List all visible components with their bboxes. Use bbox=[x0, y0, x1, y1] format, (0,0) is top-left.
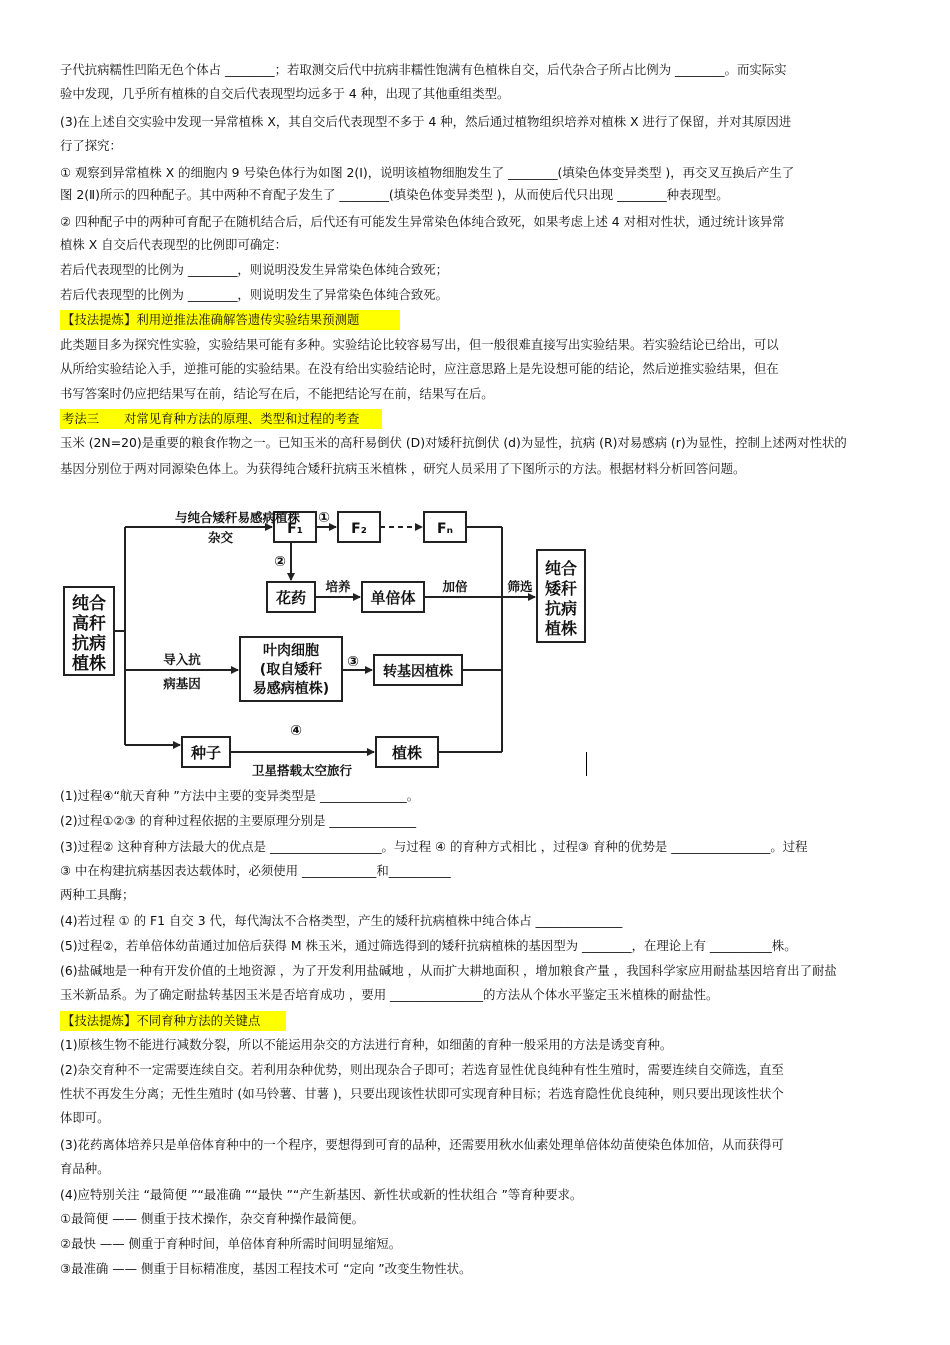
result-label-3: 抗病 bbox=[544, 599, 578, 618]
haploid-label: 单倍体 bbox=[370, 589, 416, 607]
start-label-4: 植株 bbox=[72, 654, 106, 674]
text-line: (2)杂交育种不一定需要连续自交。若利用杂种优势，则出现杂合子即可；若选育显性优良纯种有性生殖时，需要连续自交筛选，直至 bbox=[60, 1062, 784, 1077]
circle-3: ③ bbox=[347, 654, 359, 670]
seed-label: 种子 bbox=[190, 744, 222, 762]
space-label: 卫星搭载太空旅行 bbox=[251, 763, 353, 778]
text-line: ①最简便 —— 侧重于技术操作，杂交育种操作最简便。 bbox=[60, 1211, 364, 1226]
text-line: ② 四种配子中的两种可育配子在随机结合后，后代还有可能发生异常染色体纯合致死，如果考虑上述 4 对相对性状，通过统计该异常 bbox=[60, 214, 785, 229]
text-line: ① 观察到异常植株 X 的细胞内 9 号染色体行为如图 2(Ⅰ)，说明该植物细胞发生了 ________(填染色体变异类型 )，再交叉互换后产生了 bbox=[60, 165, 795, 180]
cross-label: 与纯合矮秆易感病植株 bbox=[175, 510, 301, 525]
text-line: 植株 X 自交后代表现型的比例即可确定： bbox=[60, 237, 288, 252]
text-line: ③最准确 —— 侧重于目标精准度，基因工程技术可 “定向 ”改变生物性状。 bbox=[60, 1261, 472, 1276]
text-line: 子代抗病糯性凹陷无色个体占 ________；若取测交后代中抗病非糯性饱满有色植株自交，后代杂合子所占比例为 ________。而实际实 bbox=[60, 62, 787, 77]
text-line: (1)过程④“航天育种 ”方法中主要的变异类型是 ______________。 bbox=[60, 788, 420, 803]
text-line: 若后代表现型的比例为 ________，则说明发生了异常染色体纯合致死。 bbox=[60, 287, 449, 302]
text-line: 体即可。 bbox=[60, 1110, 110, 1125]
result-label-2: 矮秆 bbox=[544, 579, 578, 598]
plant-label: 植株 bbox=[391, 744, 423, 762]
anther-label: 花药 bbox=[275, 589, 307, 607]
text-line: (3)过程② 这种育种方法最大的优点是 __________________。与过程 ④ 的育种方式相比 ，过程③ 育种的优势是 ________________。过程 bbox=[60, 839, 808, 854]
section-heading: 【技法提炼】不同育种方法的关键点 bbox=[60, 1011, 890, 1031]
result-label-1: 纯合 bbox=[544, 559, 578, 578]
text-line: ③ 中在构建抗病基因表达载体时，必须使用 ____________和__________ bbox=[60, 863, 451, 878]
text-line: 若后代表现型的比例为 ________，则说明没发生异常染色体纯合致死； bbox=[60, 262, 449, 277]
cross-sub: 杂交 bbox=[208, 530, 234, 545]
f2-label: F₂ bbox=[351, 521, 367, 537]
start-label-1: 纯合 bbox=[72, 594, 106, 614]
text-line: 图 2(Ⅱ)所示的四种配子。其中两种不育配子发生了 ________(填染色体变异类型 )，从而使后代只出现 ________种表现型。 bbox=[60, 187, 729, 202]
start-label-2: 高秆 bbox=[72, 614, 106, 634]
text-line: 育品种。 bbox=[60, 1161, 110, 1176]
circle-1: ① bbox=[318, 510, 330, 526]
text-line: 两种工具酶； bbox=[60, 887, 135, 902]
text-line: 验中发现，几乎所有植株的自交后代表现型均远多于 4 种，出现了其他重组类型。 bbox=[60, 86, 510, 101]
text-line: (2)过程①②③ 的育种过程依据的主要原理分别是 ______________ bbox=[60, 813, 417, 828]
result-label-4: 植株 bbox=[544, 619, 578, 638]
text-line: 行了探究： bbox=[60, 138, 122, 153]
cell-label-1: 叶肉细胞 bbox=[263, 643, 319, 659]
text-line: (3)花药离体培养只是单倍体育种中的一个程序，要想得到可育的品种，还需要用秋水仙素处理单倍体幼苗使染色体加倍，从而获得可 bbox=[60, 1137, 784, 1152]
text-line: 玉米新品系。为了确定耐盐转基因玉米是否培育成功 ，要用 _______________的方法从个体水平鉴定玉米植株的耐盐性。 bbox=[60, 987, 719, 1002]
transgenic-label: 转基因植株 bbox=[383, 664, 453, 680]
double-label: 加倍 bbox=[442, 579, 468, 594]
cell-label-3: 易感病植株) bbox=[252, 681, 330, 697]
circle-2: ② bbox=[274, 554, 286, 570]
text-line: (4)应特别关注 “最简便 ”“最准确 ”“最快 ”“产生新基因、新性状或新的性状组合 ”等育种要求。 bbox=[60, 1187, 583, 1202]
text-line: 从所给实验结论入手，逆推可能的实验结果。在没有给出实验结论时，应注意思路上是先设想可能的结论，然后逆推实验结果，但在 bbox=[60, 361, 779, 376]
cursor-bar bbox=[586, 752, 587, 776]
text-line: 书写答案时仍应把结果写在前，结论写在后，不能把结论写在前，结果写在后。 bbox=[60, 386, 494, 401]
text-line: (6)盐碱地是一种有开发价值的土地资源 ，为了开发利用盐碱地 ，从而扩大耕地面积 ，增加粮食产量 ，我国科学家应用耐盐基因培育出了耐盐 bbox=[60, 963, 837, 978]
text-line: (3)在上述自交实验中发现一异常植株 X，其自交后代表现型不多于 4 种，然后通过植物组织培养对植株 X 进行了保留，并对其原因进 bbox=[60, 114, 792, 129]
text-line: (4)若过程 ① 的 F1 自交 3 代，每代淘汰不合格类型，产生的矮秆抗病植株中纯合体占 ______________ bbox=[60, 913, 623, 928]
text-line: (1)原核生物不能进行减数分裂，所以不能运用杂交的方法进行育种，如细菌的育种一般采用的方法是诱变育种。 bbox=[60, 1037, 673, 1052]
text-line: 基因分别位于两对同源染色体上。为获得纯合矮秆抗病玉米植株 ，研究人员采用了下图所示的方法。根据材料分析回答问题。 bbox=[60, 461, 746, 476]
text-line: ②最快 —— 侧重于育种时间，单倍体育种所需时间明显缩短。 bbox=[60, 1236, 402, 1251]
text-line: 性状不再发生分离；无性生殖时 (如马铃薯、甘薯 )，只要出现该性状即可实现育种目标；若选育隐性优良纯种，则只要出现该性状个 bbox=[60, 1086, 784, 1101]
import-label-2: 病基因 bbox=[163, 676, 201, 691]
f1-label: F₁ bbox=[287, 521, 303, 537]
section-heading: 【技法提炼】利用逆推法准确解答遗传实验结果预测题 bbox=[60, 310, 890, 330]
text-line: 玉米 (2N=20)是重要的粮食作物之一。已知玉米的高秆易倒伏 (D)对矮秆抗倒伏 (d)为显性，抗病 (R)对易感病 (r)为显性，控制上述两对性状的 bbox=[60, 435, 847, 450]
screen-label: 筛选 bbox=[507, 579, 533, 594]
start-label-3: 抗病 bbox=[72, 634, 106, 654]
circle-4: ④ bbox=[290, 723, 302, 739]
culture-label: 培养 bbox=[325, 579, 351, 594]
text-line: 此类题目多为探究性实验，实验结果可能有多种。实验结论比较容易写出，但一般很难直接写出实验结果。若实验结论已给出，可以 bbox=[60, 337, 779, 352]
import-label-1: 导入抗 bbox=[163, 652, 201, 667]
fn-label: Fₙ bbox=[437, 521, 453, 537]
section-heading: 考法三 对常见育种方法的原理、类型和过程的考查 bbox=[60, 409, 890, 429]
breeding-flow-diagram bbox=[55, 495, 595, 780]
cell-label-2: (取自矮秆 bbox=[259, 662, 323, 678]
text-line: (5)过程②，若单倍体幼苗通过加倍后获得 M 株玉米，通过筛选得到的矮秆抗病植株的基因型为 ________，在理论上有 __________株。 bbox=[60, 938, 797, 953]
